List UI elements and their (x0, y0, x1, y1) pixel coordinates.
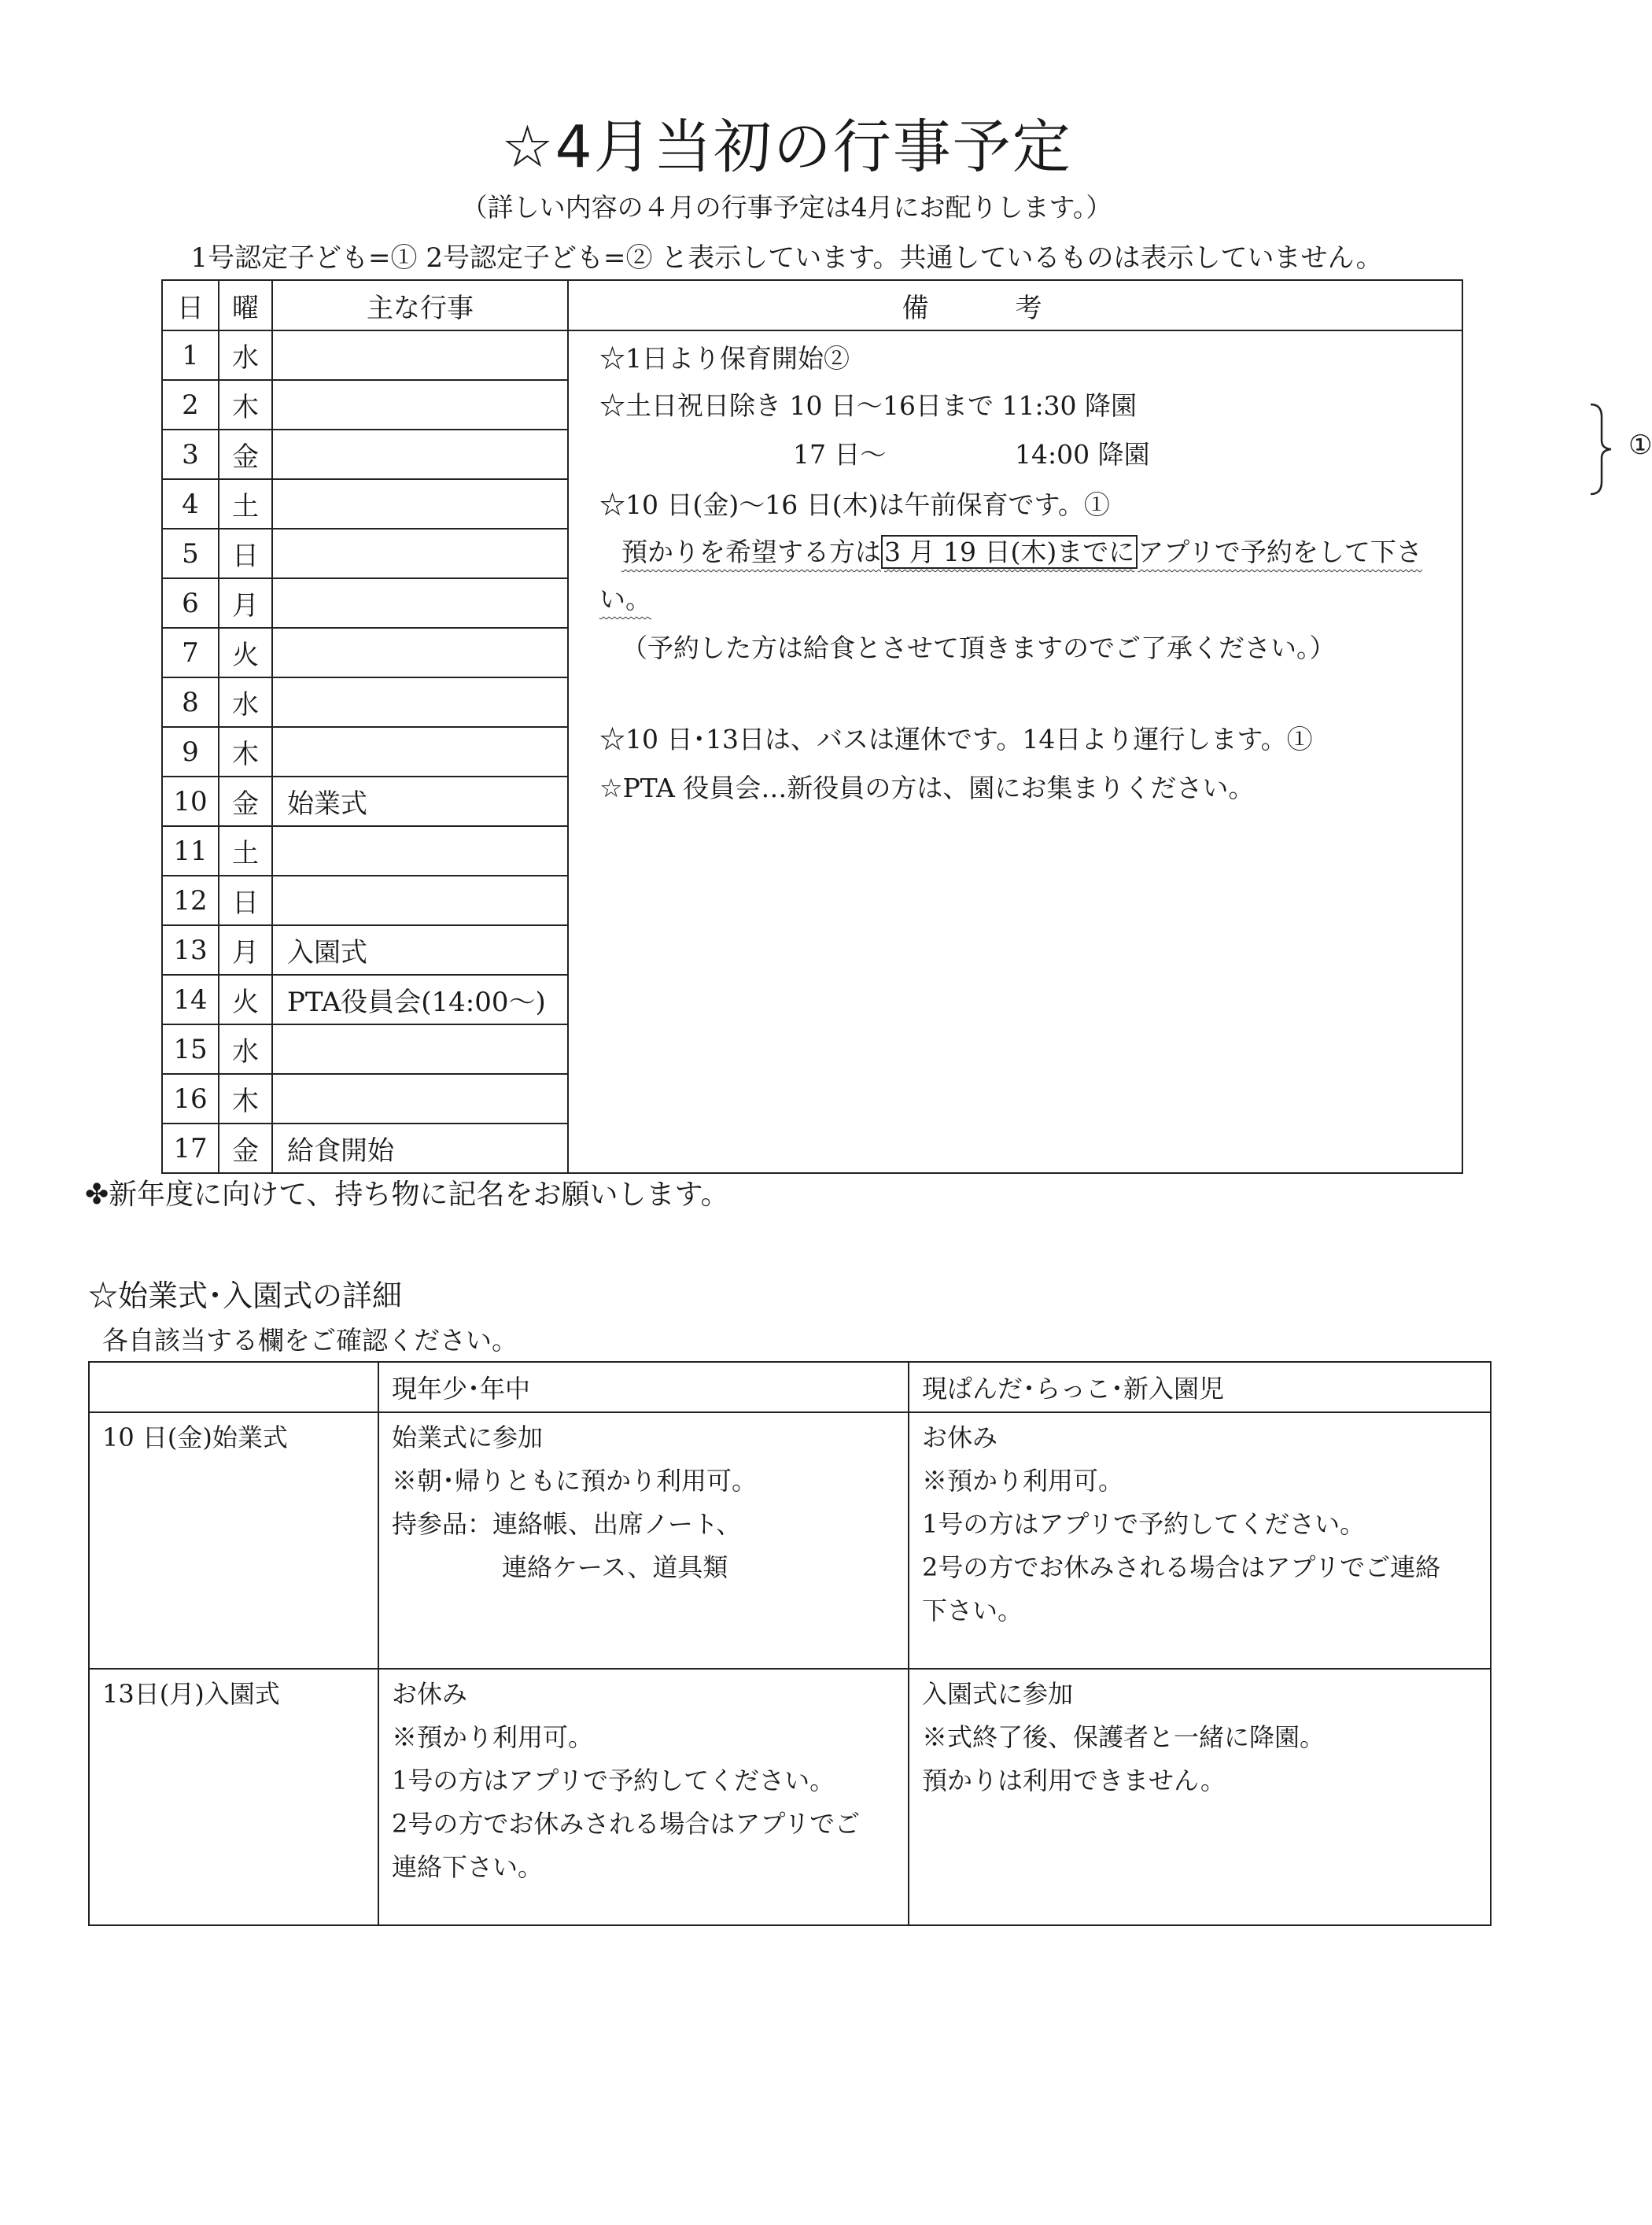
header-event: 主な行事 (272, 280, 568, 330)
day-cell: 7 (162, 628, 219, 677)
header-notes: 備考 (902, 292, 1129, 324)
details-header-new: 現ぱんだ･らっこ･新入園児 (909, 1362, 1491, 1412)
note-reservation-cont: い。 (599, 584, 651, 614)
cell-line: 2号の方でお休みされる場合はアプリでご連絡 (922, 1552, 1441, 1582)
schedule-header-row (162, 280, 1462, 330)
event-cell (272, 578, 568, 628)
details-table (88, 1361, 1492, 1926)
note-pta: ☆PTA 役員会…新役員の方は、園にお集まりください。 (599, 773, 1255, 803)
notes-cell (582, 330, 1652, 1164)
note-pickup-1400: 14:00 降園 (1015, 439, 1150, 470)
day-cell: 5 (162, 529, 219, 578)
event-cell (272, 1024, 568, 1074)
event-cell (272, 479, 568, 529)
cell-line: 2号の方でお休みされる場合はアプリでご (392, 1809, 861, 1839)
weekday-cell: 月 (219, 925, 272, 975)
day-cell: 8 (162, 677, 219, 727)
event-cell (272, 677, 568, 727)
day-cell: 9 (162, 727, 219, 777)
circled-one-mark: ① (1628, 430, 1652, 461)
cell-line: 持参品：連絡帳、出席ノート、 (392, 1509, 742, 1539)
header-weekday: 曜 (219, 280, 272, 330)
cell-line: 1号の方はアプリで予約してください。 (922, 1509, 1366, 1539)
details-row-entrance (89, 1669, 1491, 1925)
event-cell (272, 727, 568, 777)
weekday-cell: 日 (219, 876, 272, 925)
cell-line: ※預かり利用可。 (922, 1466, 1124, 1496)
weekday-cell: 土 (219, 479, 272, 529)
cell-line: お休み (922, 1422, 998, 1452)
day-cell: 6 (162, 578, 219, 628)
day-cell: 4 (162, 479, 219, 529)
details-header-row (89, 1362, 1491, 1412)
weekday-cell: 火 (219, 628, 272, 677)
event-cell: 始業式 (272, 777, 568, 826)
weekday-cell: 月 (219, 578, 272, 628)
day-cell: 2 (162, 380, 219, 430)
header-day: 日 (162, 280, 219, 330)
row-label: 13日(月)入園式 (102, 1679, 280, 1709)
weekday-cell: 木 (219, 380, 272, 430)
event-cell (272, 1074, 568, 1124)
event-cell: 入園式 (272, 925, 568, 975)
weekday-cell: 水 (219, 330, 272, 380)
cell-line: お休み (392, 1679, 468, 1709)
event-cell: 給食開始 (272, 1124, 568, 1173)
weekday-cell: 金 (219, 1124, 272, 1173)
cell-line: 預かりは利用できません。 (922, 1766, 1226, 1795)
details-header-blank (89, 1362, 378, 1412)
cell-line: 下さい。 (922, 1596, 1023, 1625)
details-row-opening (89, 1412, 1491, 1669)
day-cell: 12 (162, 876, 219, 925)
event-cell (272, 380, 568, 430)
details-title: ☆始業式･入園式の詳細 (88, 1279, 403, 1313)
event-cell (272, 876, 568, 925)
day-cell: 16 (162, 1074, 219, 1124)
cell-line: 連絡ケース、道具類 (502, 1552, 728, 1582)
legend-note: 1号認定子ども=① 2号認定子ども=② と表示しています。共通しているものは表示していません。 (190, 242, 1383, 274)
weekday-cell: 木 (219, 727, 272, 777)
event-cell (272, 430, 568, 479)
weekday-cell: 木 (219, 1074, 272, 1124)
page-subtitle: （詳しい内容の４月の行事予定は4月にお配りします。） (461, 192, 1112, 223)
note-reservation: 預かりを希望する方は 3 月 19 日(木)までに アプリで予約をして下さ (621, 537, 1422, 567)
event-cell: PTA役員会(14:00～) (272, 975, 568, 1024)
day-cell: 13 (162, 925, 219, 975)
cell-line: 始業式に参加 (392, 1422, 544, 1452)
event-cell (272, 330, 568, 380)
day-cell: 1 (162, 330, 219, 380)
day-cell: 3 (162, 430, 219, 479)
note-pickup-1130: ☆土日祝日除き 10 日～16日まで 11:30 降園 (599, 390, 1138, 421)
cell-line: 1号の方はアプリで予約してください。 (392, 1766, 835, 1795)
note-pickup-day: 17 日～ (793, 439, 887, 470)
day-cell: 11 (162, 826, 219, 876)
brace-icon (1589, 403, 1613, 496)
day-cell: 17 (162, 1124, 219, 1173)
cell-line: ※朝･帰りともに預かり利用可。 (392, 1466, 758, 1496)
day-cell: 14 (162, 975, 219, 1024)
weekday-cell: 金 (219, 777, 272, 826)
day-cell: 15 (162, 1024, 219, 1074)
note-morning-care: ☆10 日(金)～16 日(木)は午前保育です。① (599, 489, 1110, 520)
weekday-cell: 水 (219, 677, 272, 727)
weekday-cell: 金 (219, 430, 272, 479)
weekday-cell: 日 (219, 529, 272, 578)
cell-line: ※預かり利用可。 (392, 1722, 594, 1752)
weekday-cell: 火 (219, 975, 272, 1024)
weekday-cell: 土 (219, 826, 272, 876)
cell-line: 入園式に参加 (922, 1679, 1074, 1709)
belongings-note: ✤新年度に向けて、持ち物に記名をお願いします。 (85, 1179, 729, 1211)
details-header-current-young: 現年少･年中 (378, 1362, 909, 1412)
note-lunch: （予約した方は給食とさせて頂きますのでご了承ください。） (621, 633, 1336, 663)
event-cell (272, 826, 568, 876)
event-cell (272, 529, 568, 578)
event-cell (272, 628, 568, 677)
row-label: 10 日(金)始業式 (102, 1422, 288, 1452)
details-subtitle: 各自該当する欄をご確認ください。 (102, 1325, 518, 1356)
cell-line: 連絡下さい。 (392, 1852, 544, 1882)
weekday-cell: 水 (219, 1024, 272, 1074)
page-title: ☆4月当初の行事予定 (501, 113, 1072, 181)
day-cell: 10 (162, 777, 219, 826)
deadline-box: 3 月 19 日(木)までに (881, 535, 1138, 569)
note-care-start: ☆1日より保育開始② (599, 343, 850, 374)
note-bus: ☆10 日･13日は、バスは運休です。14日より運行します。① (599, 724, 1313, 755)
cell-line: ※式終了後、保護者と一緒に降園。 (922, 1722, 1326, 1752)
